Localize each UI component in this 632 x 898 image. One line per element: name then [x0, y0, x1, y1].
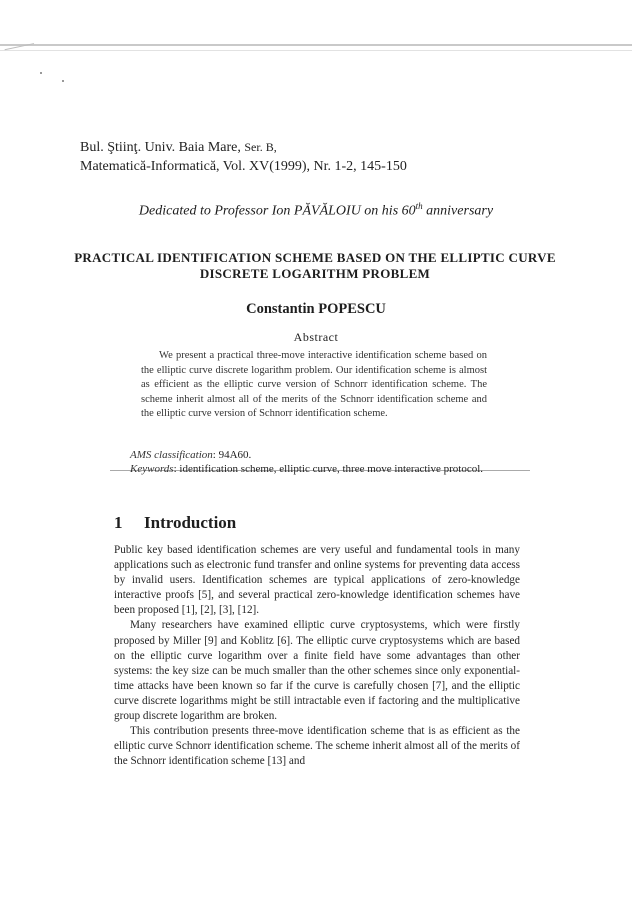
- keywords-value: : identification scheme, elliptic curve, three move interactive protocol.: [173, 463, 484, 475]
- abstract-text: We present a practical three-move interactive identification scheme based on the elliptic curve discrete logarithm problem. Our identification scheme is almost as efficient as the elliptic curve version of Schnorr identification scheme. The scheme inherit almost all of the merits of the Schnorr identification scheme and the elliptic curve version of Schnorr identification scheme.: [141, 350, 487, 420]
- paper-author: Constantin POPESCU: [246, 301, 386, 317]
- scan-speck: [40, 72, 42, 74]
- section-heading: [114, 513, 236, 533]
- journal-name: Bul. Ştiinţ. Univ. Baia Mare,: [80, 140, 241, 155]
- section-number: 1: [114, 513, 123, 532]
- scan-corner-mark: [5, 43, 38, 66]
- journal-series: Ser. B,: [244, 140, 277, 154]
- keywords-label: Keywords: [130, 463, 174, 475]
- paper-title: PRACTICAL IDENTIFICATION SCHEME BASED ON THE ELLIPTIC CURVE DISCRETE LOGARITHM PROBLEM: [74, 250, 556, 281]
- dedication-prefix: Dedicated to Professor Ion PĂVĂLOIU on his 60: [138, 203, 416, 219]
- abstract-heading: Abstract: [293, 330, 339, 344]
- journal-citation: [80, 138, 407, 176]
- scan-edge-line: [0, 44, 632, 46]
- keywords: [114, 462, 524, 477]
- section-title: Introduction: [144, 513, 237, 532]
- paragraph-2: Many researchers have examined elliptic curve cryptosystems, which were firstly proposed by Miller [9] and Koblitz [6]. The elliptic curve cryptosystems which are based on the elliptic curve logarithm over a finite field have some advantages than other systems: the key size can be much smaller than the other schemes since only exponential-time attacks have been known so far if the curve is carefully chosen [7], and the elliptic curve discrete logarithms might be still intractable even if factoring and the multiplicative group discrete logarithm are broken.: [114, 619, 520, 723]
- ams-classification: [130, 449, 251, 461]
- journal-line-1: [80, 138, 407, 157]
- ams-label: AMS classification: [130, 449, 213, 461]
- paragraph-3: This contribution presents three-move identification scheme that is as efficient as the elliptic curve Schnorr identification scheme. The scheme inherit almost all of the merits of the Schnorr identification scheme [13] and: [114, 725, 520, 768]
- scan-edge-line-secondary: [0, 50, 632, 51]
- dedication: [0, 201, 632, 220]
- dedication-suffix: anniversary: [422, 203, 494, 219]
- paragraph-1: Public key based identification schemes are very useful and fundamental tools in many applications such as electronic fund transfer and online systems for preventing data access by invalid users. Identification schemes are typical applications of zero-knowledge interactive proofs [5], and several practical zero-knowledge identification schemes have been proposed [1], [2], [3], [12].: [114, 544, 520, 617]
- ams-value: : 94A60.: [212, 449, 252, 461]
- scan-speck: [62, 80, 64, 82]
- journal-line-2: Matematică-Informatică, Vol. XV(1999), Nr. 1-2, 145-150: [80, 159, 407, 174]
- body-text: [114, 543, 520, 769]
- dedication-superscript: th: [415, 201, 423, 211]
